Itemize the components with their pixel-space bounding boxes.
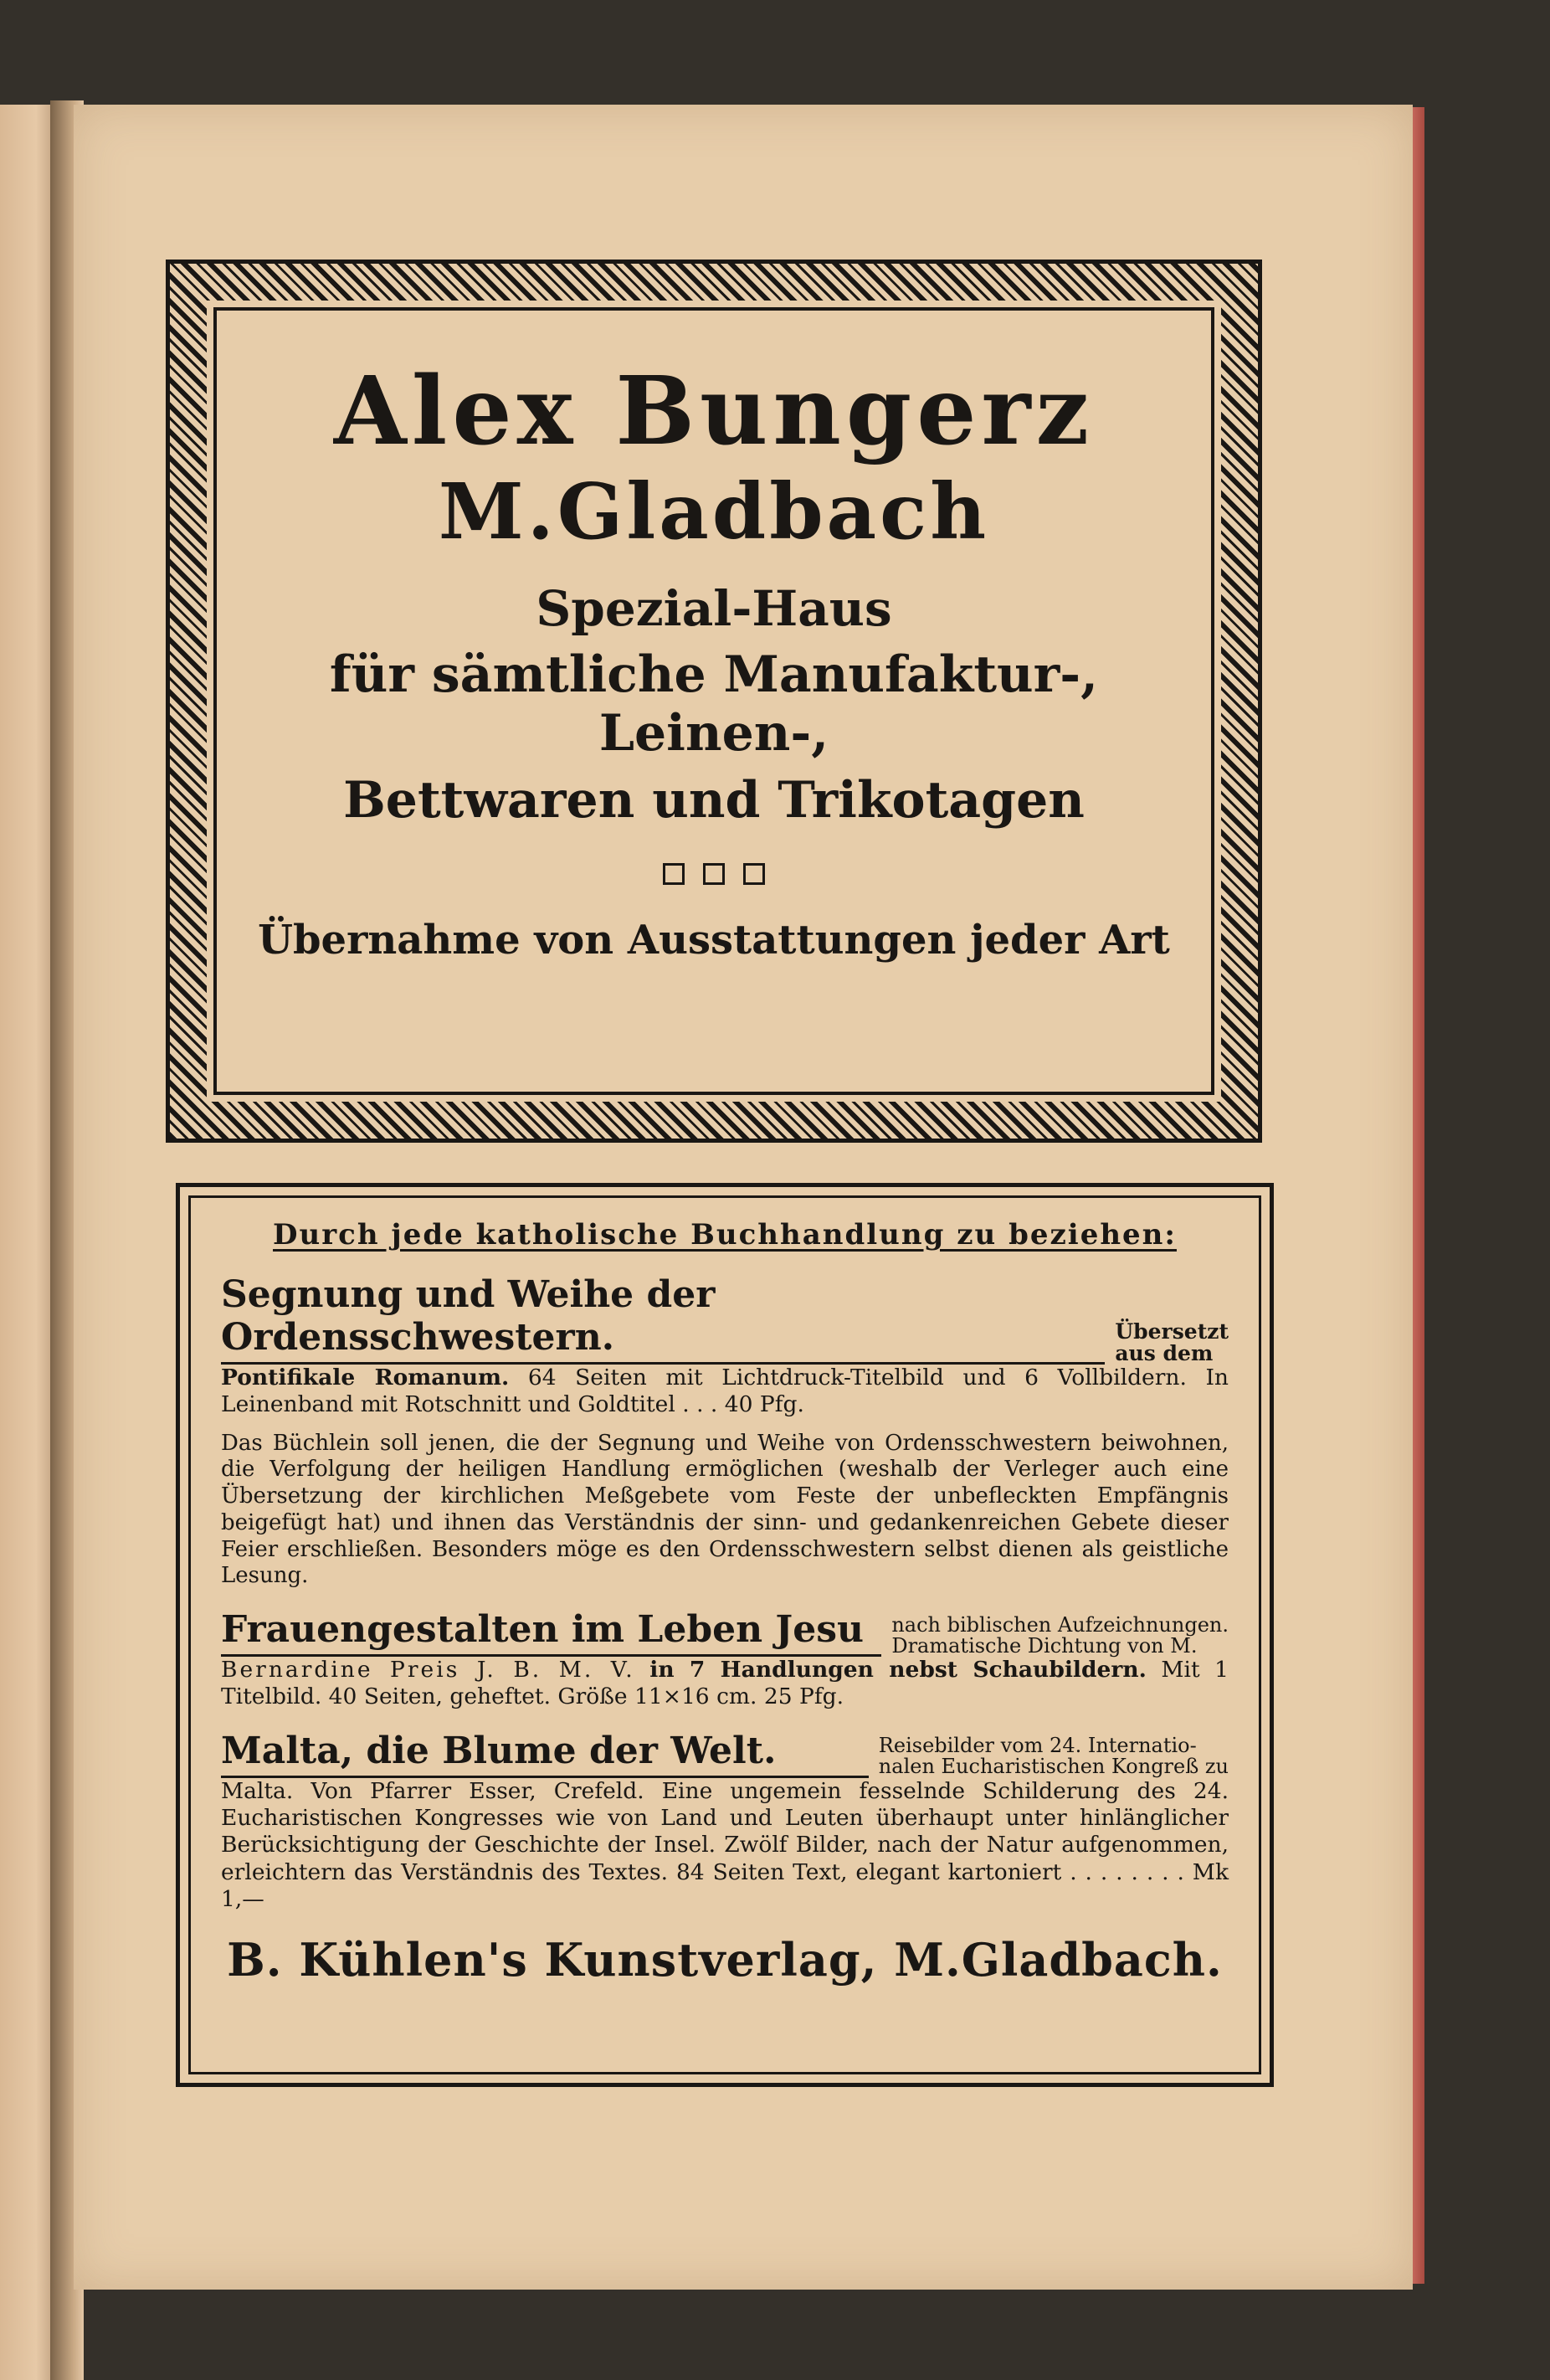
book-1-note-line-2: aus dem [1115,1340,1214,1365]
advertisement-kuehlen-content [188,1195,1261,2074]
specialty-line: Spezial-Haus [536,579,892,637]
goods-line-2: Bettwaren und Trikotagen [343,770,1085,830]
book-3-title: Malta, die Blume der Welt. [221,1730,869,1778]
book-2-details-text: Mit 1 Titelbild. 40 Seiten, geheftet. Größe 11×16 cm. 25 Pfg. [221,1656,1229,1710]
publisher-line: B. Kühlen's Kunstverlag, M.Gladbach. [227,1933,1223,1987]
book-2-author: Bernardine Preis J. B. M. V. [221,1656,635,1683]
book-2-details [221,1657,1229,1711]
square-ornament-icon [743,863,765,885]
company-city: M.Gladbach [438,465,990,557]
book-3-note-line-1: Reisebilder vom 24. Internatio- [878,1734,1197,1758]
decorative-divider [217,863,1211,885]
square-ornament-icon [663,863,685,885]
book-3-details: Malta. Von Pfarrer Esser, Crefeld. Eine ungemein fesselnde Schilderung des 24. Eucharistischen Kongresses wie von Land und Leuten überhaupt unter hinlänglicher Berücksichtigung der Geschichte der Insel. Zwölf Bilder, nach der Natur aufgenommen, erleichtern das Verständnis des Textes. 84 Seiten Text, elegant kartoniert . . . . . . . . Mk 1,— [221,1777,1229,1912]
service-line: Übernahme von Ausstattungen jeder Art [258,916,1170,964]
book-1-title: Segnung und Weihe der Ordensschwestern. [221,1273,1105,1365]
book-3-note-line-2: nalen Eucharistischen Kongreß zu [878,1755,1229,1779]
book-1-header [221,1273,1229,1365]
book-2-note [891,1612,1229,1658]
intro-heading: Durch jede katholische Buchhandlung zu beziehen: [273,1218,1177,1252]
red-page-edge [1413,107,1424,2284]
book-1-details [221,1365,1229,1419]
book-2-header [221,1608,1229,1657]
book-3-header [221,1730,1229,1778]
advertisement-bungerz [166,260,1262,1143]
goods-line-1: für sämtliche Manufaktur-, Leinen-, [329,645,1099,763]
advertisement-kuehlen [176,1183,1274,2087]
square-ornament-icon [703,863,725,885]
book-2-title: Frauengestalten im Leben Jesu [221,1608,881,1657]
book-3-note [879,1735,1229,1777]
book-1-note-line-1: Übersetzt [1115,1319,1229,1344]
company-name: Alex Bungerz [333,357,1095,466]
book-1-details-text: 64 Seiten mit Lichtdruck-Titelbild und 6 Vollbildern. In Leinenband mit Rotschnitt und Goldtitel . . . 40 Pfg. [221,1365,1229,1418]
advertisement-bungerz-content [213,307,1214,1095]
book-1-description: Das Büchlein soll jenen, die der Segnung und Weihe von Ordensschwestern beiwohnen, die Verfolgung der heiligen Handlung ermöglichen (weshalb der Verleger auch eine Übersetzung der kirchlichen Meßgebete vom Feste der unbefleckten Empfängnis beigefügt hat) und ihnen das Verständnis der sinn- und gedankenreichen Gebete dieser Feier erschließen. Besonders möge es den Ordensschwestern selbst dienen als geistliche Lesung. [221,1430,1229,1589]
book-2-bold-details: in 7 Handlungen nebst Schaubildern. [649,1656,1147,1683]
book-1-note [1115,1321,1229,1365]
book-2-note-line-1: nach biblischen Aufzeichnungen. [891,1612,1229,1637]
book-1-bold-lead: Pontifikale Romanum. [221,1365,510,1390]
book-2-note-line-2: Dramatische Dichtung von M. [891,1633,1198,1658]
